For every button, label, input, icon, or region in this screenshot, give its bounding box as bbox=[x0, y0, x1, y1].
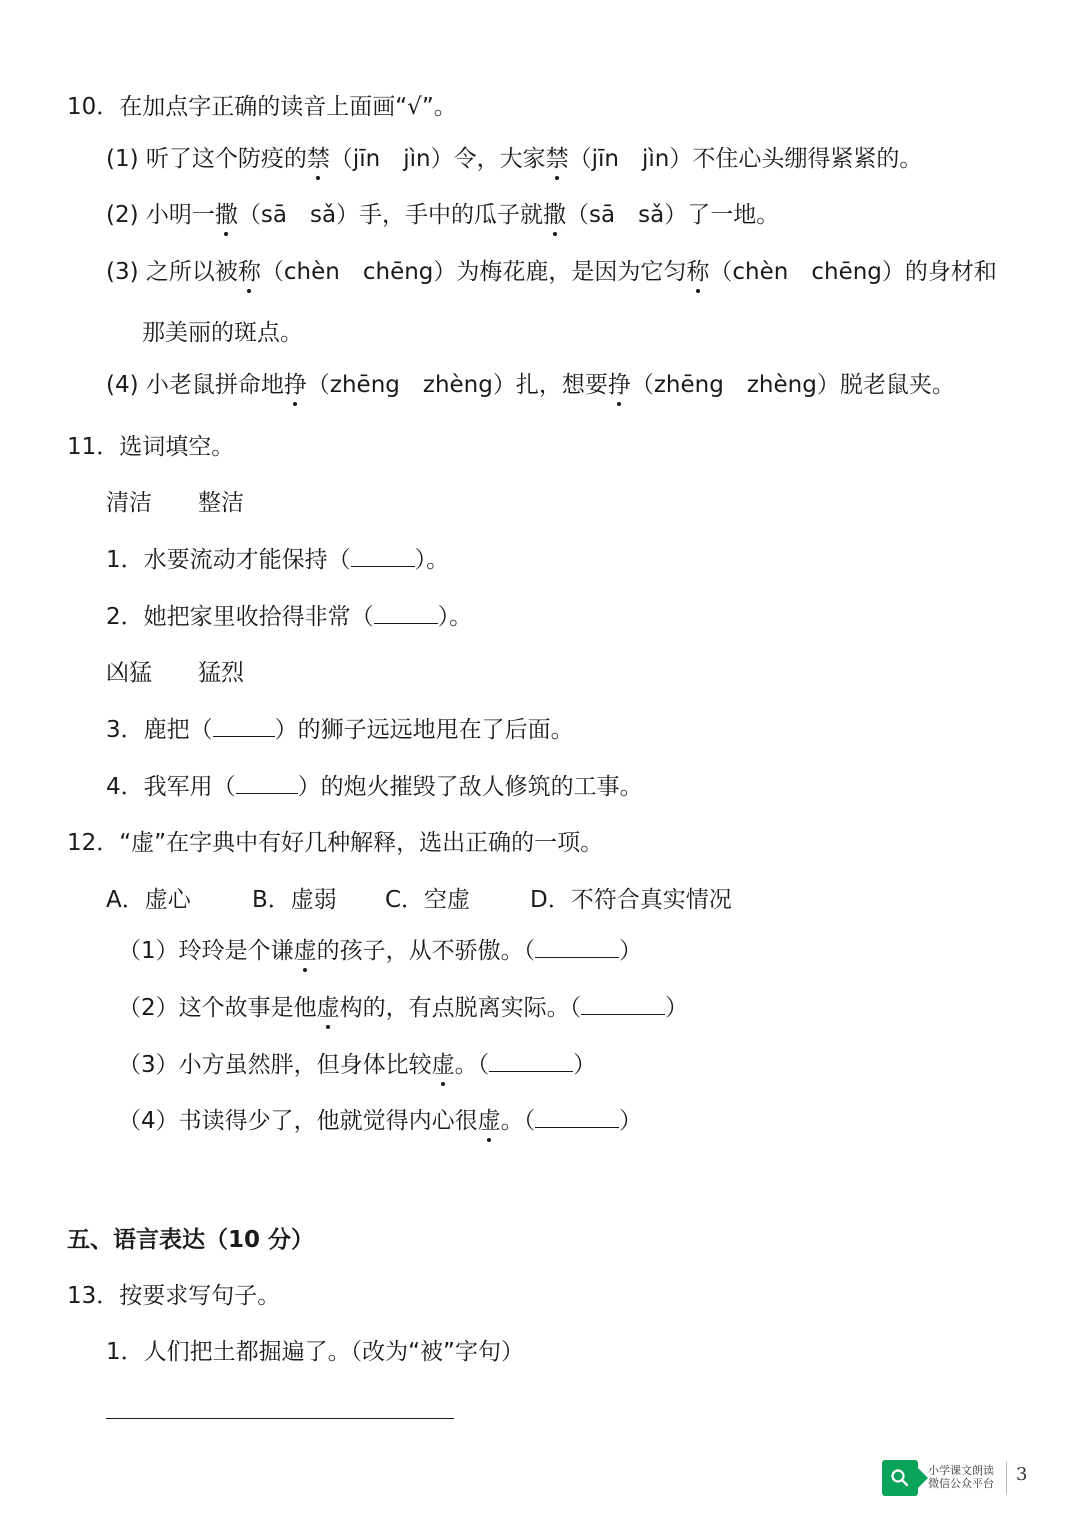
answer-line[interactable] bbox=[106, 1418, 454, 1419]
dotted-char: 撒 bbox=[214, 202, 238, 228]
text: (2) 小明一 bbox=[106, 202, 215, 228]
word-option: 整洁 bbox=[198, 490, 244, 516]
text: 。（ bbox=[500, 1108, 536, 1134]
footer-divider bbox=[1006, 1462, 1007, 1494]
section-5-heading: 五、语言表达（10 分） bbox=[67, 1227, 315, 1253]
brand-line-1: 小学课文朗读 bbox=[928, 1464, 994, 1477]
word-option: 凶猛 bbox=[106, 660, 152, 686]
q13-sentence-1: 1．人们把土都掘遍了。（改为“被”字句） bbox=[106, 1339, 524, 1365]
answer-blank[interactable] bbox=[489, 1051, 573, 1072]
text: (4) 小老鼠拼命地 bbox=[106, 372, 284, 398]
dotted-char: 挣 bbox=[607, 372, 631, 398]
text: 2．她把家里收拾得非常（ bbox=[106, 604, 374, 630]
q12-option-d: D．不符合真实情况 bbox=[530, 887, 732, 913]
text: （chèn chēng）的身材和 bbox=[709, 259, 997, 285]
text: ）。 bbox=[437, 604, 473, 630]
text: ）。 bbox=[414, 547, 450, 573]
q12-item-3 bbox=[118, 1050, 596, 1080]
text: （chèn chēng）为梅花鹿，是因为它匀 bbox=[260, 259, 687, 285]
dotted-char: 虚 bbox=[431, 1052, 455, 1078]
dotted-char: 虚 bbox=[293, 938, 317, 964]
q10-title: 10．在加点字正确的读音上面画“√”。 bbox=[67, 94, 457, 120]
brand-text bbox=[928, 1464, 994, 1490]
text: 3．鹿把（ bbox=[106, 717, 213, 743]
text: (1) 听了这个防疫的 bbox=[106, 146, 307, 172]
dotted-char: 称 bbox=[686, 259, 710, 285]
text: （2）这个故事是他 bbox=[118, 995, 317, 1021]
text: 构的，有点脱离实际。（ bbox=[339, 995, 582, 1021]
q10-item-3-continued: 那美丽的斑点。 bbox=[142, 320, 303, 346]
word-option: 清洁 bbox=[106, 490, 152, 516]
text: （4）书读得少了，他就觉得内心很 bbox=[118, 1108, 478, 1134]
word-bank-1 bbox=[106, 488, 244, 518]
q11-sentence-4 bbox=[106, 772, 643, 802]
answer-blank[interactable] bbox=[535, 937, 619, 958]
dotted-char: 称 bbox=[237, 259, 261, 285]
text: ） bbox=[619, 938, 643, 964]
text: （zhēng zhèng）脱老鼠夹。 bbox=[630, 372, 955, 398]
text: 1．水要流动才能保持（ bbox=[106, 547, 351, 573]
text: 的孩子，从不骄傲。（ bbox=[316, 938, 536, 964]
q12-item-4 bbox=[118, 1106, 642, 1136]
q12-option-b: B．虚弱 bbox=[252, 887, 337, 913]
text: 。（ bbox=[454, 1052, 490, 1078]
q11-sentence-3 bbox=[106, 715, 574, 745]
q12-option-c: C．空虚 bbox=[385, 887, 471, 913]
q10-item-4 bbox=[106, 370, 955, 400]
text: （3）小方虽然胖，但身体比较 bbox=[118, 1052, 432, 1078]
text: （1）玲玲是个谦 bbox=[118, 938, 294, 964]
word-bank-2 bbox=[106, 658, 244, 688]
q12-option-a: A．虚心 bbox=[106, 887, 191, 913]
text: （zhēng zhèng）扎，想要 bbox=[306, 372, 608, 398]
dotted-char: 禁 bbox=[306, 146, 330, 172]
text: ）的炮火摧毁了敌人修筑的工事。 bbox=[297, 774, 643, 800]
word-option: 猛烈 bbox=[198, 660, 244, 686]
text: ） bbox=[665, 995, 689, 1021]
q12-title: 12．“虚”在字典中有好几种解释，选出正确的一项。 bbox=[67, 830, 604, 856]
answer-blank[interactable] bbox=[213, 716, 275, 737]
text: （jīn jìn）令，大家 bbox=[329, 146, 546, 172]
answer-blank[interactable] bbox=[374, 603, 438, 624]
q10-item-2 bbox=[106, 200, 779, 230]
text: （sā sǎ）手，手中的瓜子就 bbox=[237, 202, 544, 228]
answer-blank[interactable] bbox=[581, 994, 665, 1015]
page-number: 3 bbox=[1016, 1464, 1028, 1485]
dotted-char: 禁 bbox=[545, 146, 569, 172]
brand-line-2: 微信公众平台 bbox=[928, 1477, 994, 1490]
dotted-char: 虚 bbox=[316, 995, 340, 1021]
answer-blank[interactable] bbox=[351, 546, 415, 567]
text: 4．我军用（ bbox=[106, 774, 236, 800]
q11-sentence-2 bbox=[106, 602, 472, 632]
dotted-char: 撒 bbox=[543, 202, 567, 228]
search-icon bbox=[890, 1468, 910, 1488]
dotted-char: 虚 bbox=[477, 1108, 501, 1134]
text: （sā sǎ）了一地。 bbox=[566, 202, 780, 228]
q12-item-2 bbox=[118, 993, 688, 1023]
text: ） bbox=[573, 1052, 597, 1078]
q12-item-1 bbox=[118, 936, 642, 966]
brand-logo bbox=[882, 1460, 918, 1496]
q11-sentence-1 bbox=[106, 545, 449, 575]
text: ）的狮子远远地甩在了后面。 bbox=[274, 717, 574, 743]
answer-blank[interactable] bbox=[535, 1107, 619, 1128]
q13-title: 13．按要求写句子。 bbox=[67, 1283, 281, 1309]
text: ） bbox=[619, 1108, 643, 1134]
q10-item-3 bbox=[106, 257, 997, 287]
text: (3) 之所以被 bbox=[106, 259, 238, 285]
answer-blank[interactable] bbox=[236, 773, 298, 794]
text: （jīn jìn）不住心头绷得紧紧的。 bbox=[568, 146, 923, 172]
dotted-char: 挣 bbox=[283, 372, 307, 398]
q11-title: 11．选词填空。 bbox=[67, 434, 235, 460]
q10-item-1 bbox=[106, 144, 922, 174]
